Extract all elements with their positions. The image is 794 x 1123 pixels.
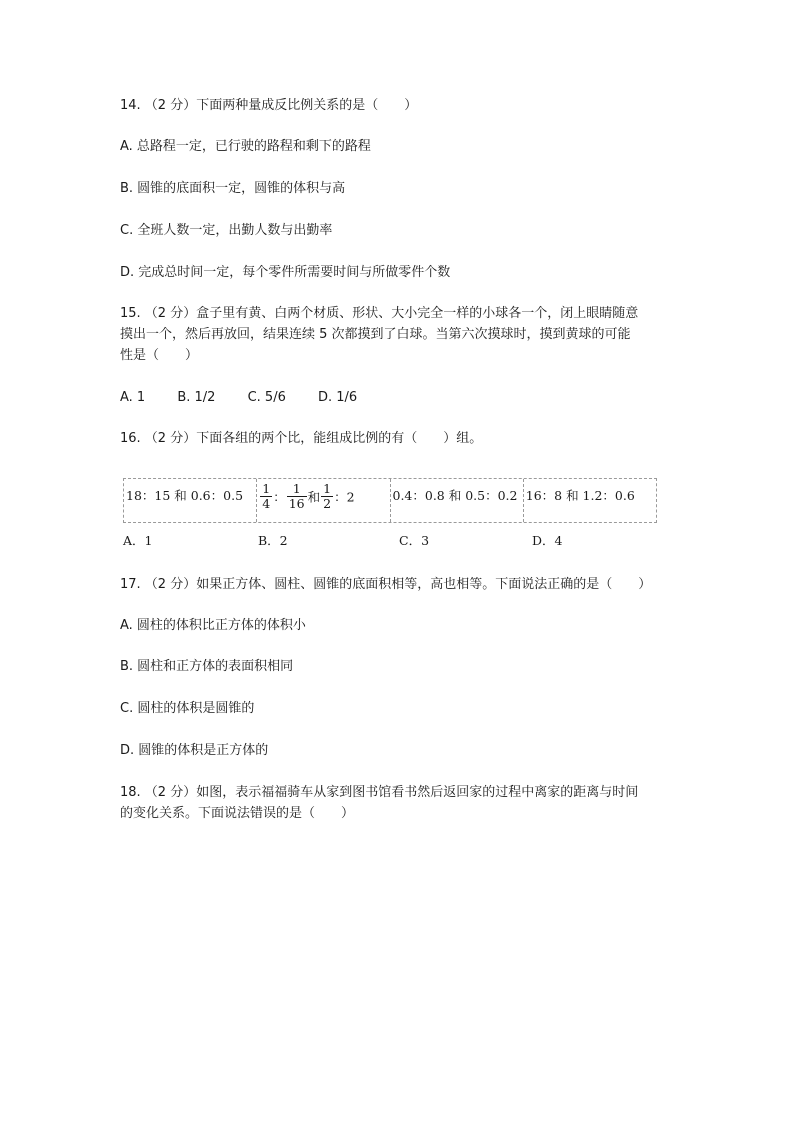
question-14-option-b: B. 圆锥的底面积一定，圆锥的体积与高 (120, 181, 346, 196)
question-15-option-d: D. 1/6 (318, 390, 358, 405)
fraction-numerator: 1 (287, 482, 307, 497)
fraction-numerator: 1 (262, 481, 271, 496)
question-16-ratio-table (123, 478, 657, 523)
ratio-cell-3 (391, 479, 524, 522)
question-16-options (123, 531, 657, 549)
question-15-stem-line-2: 摸出一个，然后再放回，结果连续 5 次都摸到了白球。当第六次摸球时，摸到黄球的可能 (120, 327, 631, 342)
ratio-cell-4-text: 16：8 和 1.2：0.6 (525, 488, 635, 503)
question-15-stem-line-3: 性是（ ） (120, 348, 199, 363)
question-15-option-a: A. 1 (120, 390, 146, 405)
ratio-cell-1 (124, 479, 257, 522)
fraction-numerator: 1 (323, 481, 332, 496)
ratio-tail: ：2 (334, 489, 355, 505)
ratio-cell-1-text: 18：15 和 0.6：0.5 (126, 488, 244, 503)
question-15-stem-line-1: 15. （2 分）盒子里有黄、白两个材质、形状、大小完全一样的小球各一个，闭上眼睛随意 (120, 306, 639, 321)
question-16-option-d: D．4 (532, 533, 563, 548)
question-17-option-a: A. 圆柱的体积比正方体的体积小 (120, 618, 306, 633)
fraction-denominator: 16 (288, 496, 305, 511)
ratio-cell-2 (257, 479, 390, 522)
question-18-stem-line-2: 的变化关系。下面说法错误的是（ ） (120, 806, 355, 821)
question-16-option-b: B．2 (258, 533, 288, 548)
question-17-option-b: B. 圆柱和正方体的表面积相同 (120, 659, 294, 674)
question-16-stem: 16. （2 分）下面各组的两个比，能组成比例的有（ ）组。 (120, 431, 483, 446)
ratio-cell-3-text: 0.4：0.8 和 0.5：0.2 (392, 488, 518, 503)
fraction-one-half (321, 482, 333, 511)
question-16-option-c: C．3 (399, 533, 430, 548)
fraction-one-sixteenth (287, 482, 307, 511)
question-15-options (120, 388, 385, 408)
question-14-option-c: C. 全班人数一定，出勤人数与出勤率 (120, 223, 333, 238)
ratio-cell-4 (524, 479, 656, 522)
question-15-option-c: C. 5/6 (247, 390, 286, 405)
fraction-denominator: 4 (262, 496, 271, 511)
ratio-and: 和 (307, 489, 321, 505)
question-17-stem: 17. （2 分）如果正方体、圆柱、圆锥的底面积相等，高也相等。下面说法正确的是（ ） (120, 577, 652, 592)
question-14-stem: 14. （2 分）下面两种量成反比例关系的是（ ） (120, 98, 418, 113)
question-17-option-d: D. 圆锥的体积是正方体的 (120, 743, 269, 758)
ratio-cell-2-text (259, 482, 354, 511)
question-14-option-d: D. 完成总时间一定，每个零件所需要时间与所做零件个数 (120, 265, 451, 280)
fraction-denominator: 2 (323, 496, 332, 511)
ratio-colon: ： (273, 489, 286, 505)
question-14-option-a: A. 总路程一定，已行驶的路程和剩下的路程 (120, 139, 371, 154)
question-16-option-a: A．1 (123, 533, 153, 548)
question-15-option-b: B. 1/2 (177, 390, 216, 405)
question-18-stem-line-1: 18. （2 分）如图，表示福福骑车从家到图书馆看书然后返回家的过程中离家的距离与时间 (120, 785, 639, 800)
fraction-one-quarter (260, 482, 272, 511)
question-17-option-c: C. 圆柱的体积是圆锥的 (120, 701, 255, 716)
